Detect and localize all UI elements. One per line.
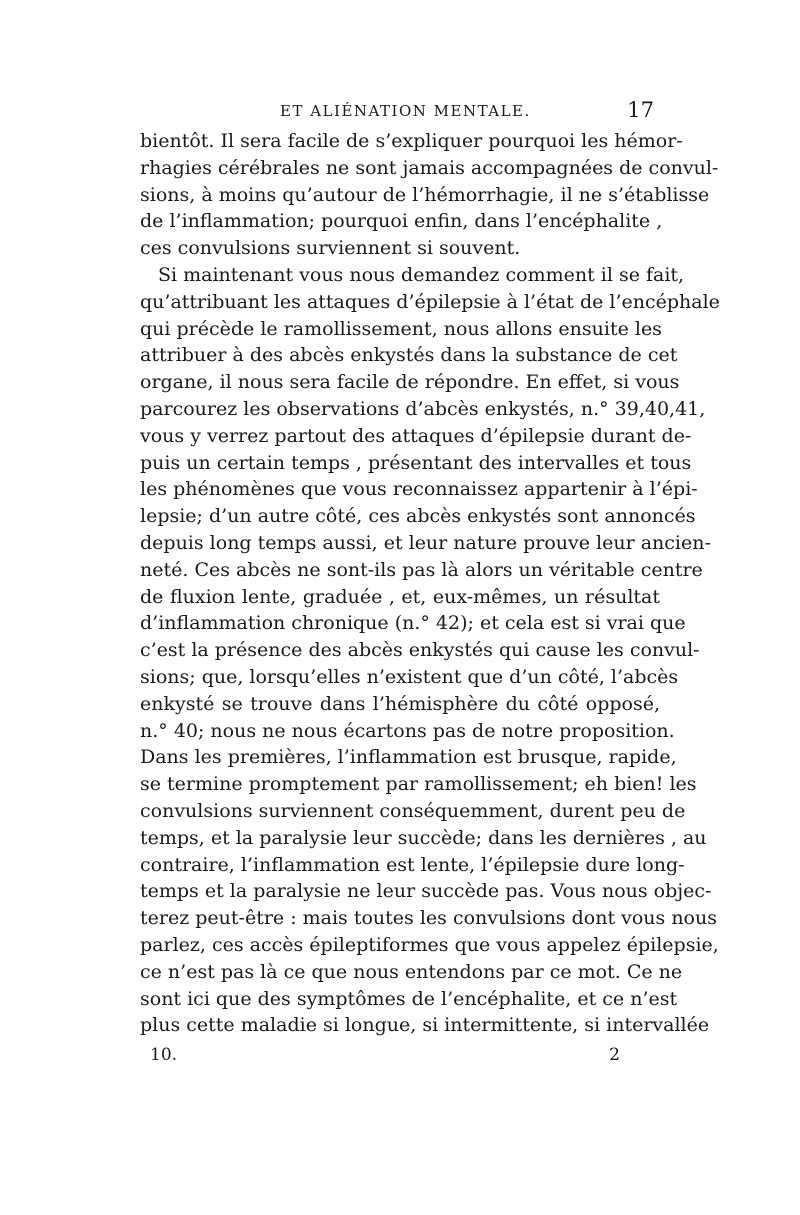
text-line: contraire, l’inflammation est lente, l’épilepsie dure long- xyxy=(140,853,685,876)
text-line: ces convulsions surviennent si souvent. xyxy=(140,237,521,260)
signature-mark-left: 10. xyxy=(150,1045,178,1065)
text-line: puis un certain temps , présentant des intervalles et tous xyxy=(140,451,692,474)
text-line: c’est la présence des abcès enkystés qui cause les convul- xyxy=(140,639,700,662)
text-line: rhagies cérébrales ne sont jamais accompagnées de convul- xyxy=(140,156,719,179)
text-line: parlez, ces accès épileptiformes que vous appelez épilepsie, xyxy=(140,933,719,956)
text-line: plus cette maladie si longue, si intermittente, si intervallée xyxy=(140,1014,710,1037)
text-line: convulsions surviennent conséquemment, durent peu de xyxy=(140,799,686,822)
text-line: se termine promptement par ramollissement; eh bien! les xyxy=(140,773,697,796)
text-line: parcourez les observations d’abcès enkystés, n.° 39,40,41, xyxy=(140,397,706,420)
text-line: sont ici que des symptômes de l’encéphalite, et ce n’est xyxy=(140,987,678,1010)
text-line: lepsie; d’un autre côté, ces abcès enkystés sont annoncés xyxy=(140,505,696,528)
signature-mark-right: 2 xyxy=(609,1045,620,1065)
text-line: neté. Ces abcès ne sont-ils pas là alors un véritable centre xyxy=(140,558,703,581)
page-footer xyxy=(150,1045,620,1069)
text-line: vous y verrez partout des attaques d’épilepsie durant de- xyxy=(140,424,692,447)
text-line: ce n’est pas là ce que nous entendons par ce mot. Ce ne xyxy=(140,960,683,983)
text-line: enkysté se trouve dans l’hémisphère du côté opposé, xyxy=(140,692,660,715)
text-line: qu’attribuant les attaques d’épilepsie à l’état de l’encéphale xyxy=(140,290,720,313)
text-line: sions, à moins qu’autour de l’hémorrhagie, il ne s’ét‌ablisse xyxy=(140,183,710,206)
text-line: sions; que, lorsqu’elles n’existent que d’un côté, l’abcès xyxy=(140,665,679,688)
paragraph-first-line: Si maintenant vous nous demandez comment il se fait, xyxy=(158,263,685,286)
text-line: bientôt. Il sera facile de s’expliquer pourquoi les hémor- xyxy=(140,130,683,152)
text-line: de l’inflammation; pourquoi enfin, dans l’encéphalite , xyxy=(140,210,663,233)
text-line: terez peut-être : mais toutes les convulsions dont vous nous xyxy=(140,907,717,930)
text-line: Dans les premières, l’inflammation est brusque, rapide, xyxy=(140,746,677,769)
text-line: organe, il nous sera facile de répondre. En effet, si vous xyxy=(140,371,680,394)
text-line: temps et la paralysie ne leur succède pas. Vous nous objec- xyxy=(140,880,712,903)
text-line: depuis long temps aussi, et leur nature prouve leur ancien- xyxy=(140,531,711,554)
body-text xyxy=(140,128,720,1039)
text-line: les phénomènes que vous reconnaissez appartenir à l’épi- xyxy=(140,478,698,501)
text-line: attribuer à des abcès enkystés dans la substance de cet xyxy=(140,344,678,367)
running-title: ET ALIÉNATION MENTALE. xyxy=(280,102,531,120)
text-line: de fluxion lente, graduée , et, eux-mêmes, un résultat xyxy=(140,585,660,608)
text-line: d’inflammation chronique (n.° 42); et cela est si vrai que xyxy=(140,612,686,635)
text-line: n.° 40; nous ne nous écartons pas de notre proposition. xyxy=(140,719,675,742)
running-head xyxy=(140,100,660,128)
text-line: temps, et la paralysie leur succède; dans les dernières , au xyxy=(140,826,707,849)
page-number: 17 xyxy=(627,98,654,122)
text-line: qui précède le ramollissement, nous allons ensuite les xyxy=(140,317,662,340)
